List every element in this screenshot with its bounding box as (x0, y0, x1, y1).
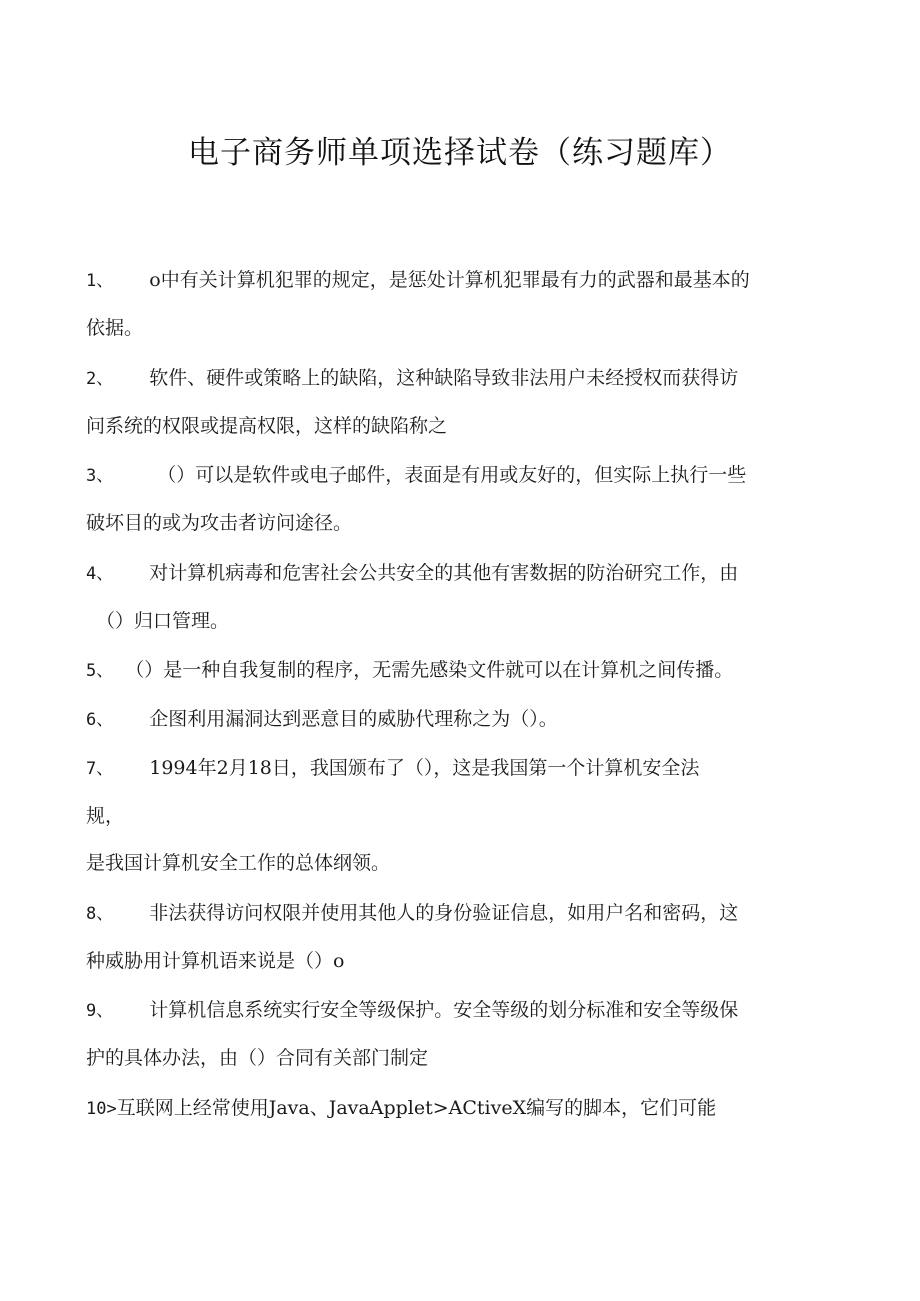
question-5 (86, 656, 733, 685)
question-1 (86, 266, 750, 295)
question-text: 对计算机病毒和危害社会公共安全的其他有害数据的防治研究工作，由 (149, 562, 739, 584)
question-4 (86, 559, 738, 588)
question-number: 9、 (86, 1001, 114, 1021)
question-text: 非法获得访问权限并使用其他人的身份验证信息，如用户名和密码，这 (149, 902, 739, 924)
question-text: （）是一种自我复制的程序，无需先感染文件就可以在计算机之间传播。 (125, 659, 734, 681)
question-3-continued (86, 509, 352, 537)
question-4-continued (96, 607, 229, 635)
page-title: 电子商务师单项选择试卷（练习题库） (188, 135, 732, 171)
question-text: 互联网上经常使用Java、JavaApplet>ACtiveX编写的脚本，它们可能 (116, 1097, 717, 1119)
question-text: （）归口管理。 (96, 610, 230, 632)
question-text: 规， (86, 805, 125, 827)
question-text: （）可以是软件或电子邮件，表面是有用或友好的，但实际上执行一些 (157, 464, 747, 486)
question-text: 是我国计算机安全工作的总体纲领。 (86, 852, 391, 874)
question-text: 依据。 (86, 317, 144, 339)
question-9-continued (86, 1044, 428, 1072)
question-2-continued (86, 412, 447, 440)
question-number: 4、 (86, 564, 114, 584)
question-text: 护的具体办法，由（）合同有关部门制定 (86, 1047, 429, 1069)
question-7-continued (86, 849, 390, 877)
question-6 (86, 705, 558, 734)
question-text: 种威胁用计算机语来说是（）o (86, 950, 345, 972)
question-number: 3、 (86, 466, 114, 486)
question-1-continued (86, 314, 143, 342)
question-text: 软件、硬件或策略上的缺陷，这种缺陷导致非法用户未经授权而获得访 (149, 367, 739, 389)
question-text: 企图利用漏洞达到恶意目的威胁代理称之为（）。 (149, 708, 558, 730)
question-9 (86, 996, 738, 1025)
question-number: 2、 (86, 369, 114, 389)
question-8-continued (86, 947, 344, 975)
question-3 (86, 461, 746, 490)
question-number: 5、 (86, 661, 114, 681)
question-8 (86, 899, 738, 928)
question-10 (86, 1094, 716, 1123)
question-text: 破坏目的或为攻击者访问途径。 (86, 512, 353, 534)
question-7 (86, 754, 699, 783)
question-2 (86, 364, 738, 393)
question-text: 问系统的权限或提高权限，这样的缺陷称之 (86, 415, 448, 437)
question-7-continued (86, 802, 124, 830)
question-number: 8、 (86, 904, 114, 924)
question-number: 10> (86, 1099, 117, 1119)
question-number: 1、 (86, 271, 114, 291)
question-text: o中有关计算机犯罪的规定，是惩处计算机犯罪最有力的武器和最基本的 (149, 269, 750, 291)
question-text: 计算机信息系统实行安全等级保护。安全等级的划分标准和安全等级保 (149, 999, 739, 1021)
question-number: 6、 (86, 710, 114, 730)
question-text: 1994年2月18日，我国颁布了（），这是我国第一个计算机安全法 (149, 757, 700, 779)
question-number: 7、 (86, 759, 114, 779)
